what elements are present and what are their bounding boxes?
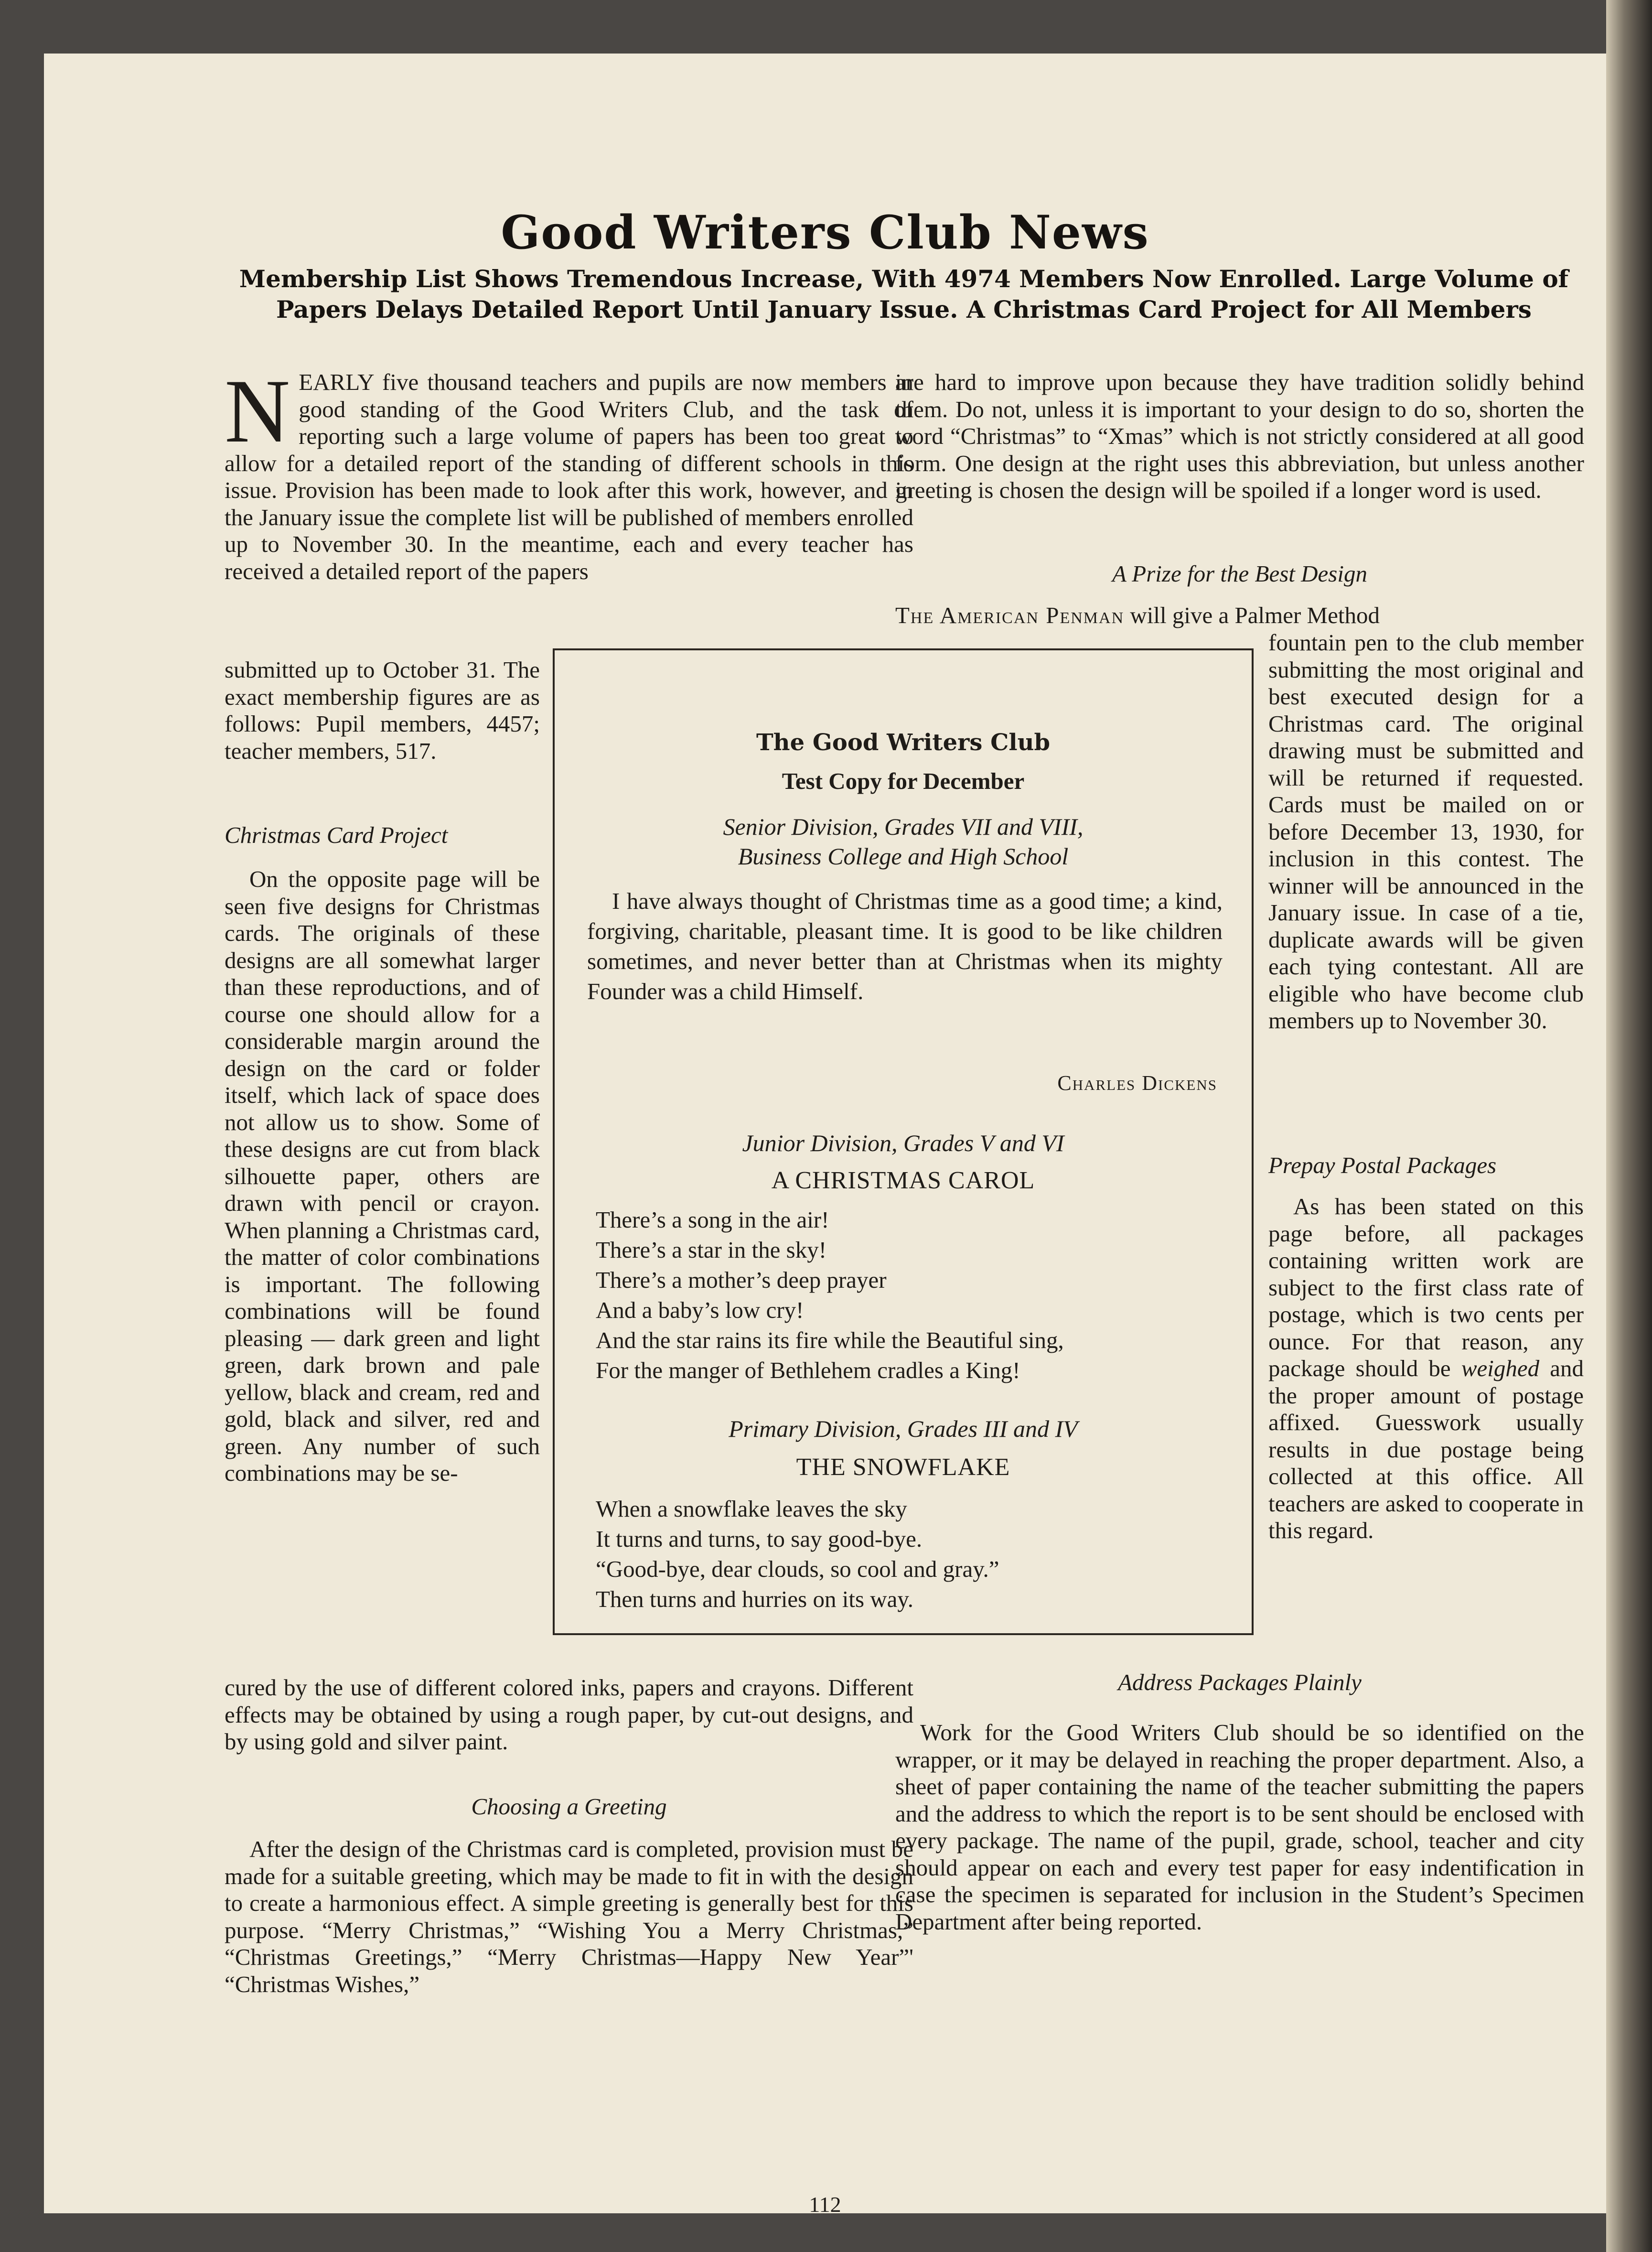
intro-paragraph-continued: submitted up to October 31. The exact membership figures are as follows: Pupil members, 4457; teacher members, 517. bbox=[225, 657, 540, 764]
prize-lead-line: The American Penman will give a Palmer Method bbox=[895, 602, 1380, 628]
subheadline: Membership List Shows Tremendous Increase, With 4974 Members Now Enrolled. Large Volume of Papers Delays Detailed Report Until January Issue. A Christmas Card Project for All Members bbox=[239, 265, 1569, 323]
primary-poem bbox=[596, 1494, 1231, 1614]
greeting-paragraph: After the design of the Christmas card is completed, provision must be made for a suitable greeting, which may be made to fit in with the design to create a harmonious effect. A simple greeting is generally best for this purpose. “Merry Christmas,” “Wishing You a Merry Christmas,” “Christmas Greetings,” “Merry Christmas—Happy New Year”' “Christmas Wishes,” bbox=[225, 1836, 913, 1997]
poem-line: Then turns and hurries on its way. bbox=[596, 1586, 913, 1612]
book-binding-edge bbox=[1606, 0, 1652, 2252]
address-paragraph: Work for the Good Writers Club should be so identified on the wrapper, or it may be delayed in reaching the proper department. Also, a sheet of paper containing the name of the teacher submitting the papers and the address to which the report is to be sent should be enclosed with every package. The name of the pupil, grade, school, teacher and city should appear on each and every test paper for easy indentification in case the specimen is separated for inclusion in the Student’s Specimen Department after being reported. bbox=[895, 1719, 1584, 1935]
poem-line: There’s a mother’s deep prayer bbox=[596, 1267, 887, 1293]
postal-paragraph: As has been stated on this page before, all packages containing written work are subject to the first class rate of postage, which is two cents per ounce. For that reason, any package should be weighed and the proper amount of postage affixed. Guesswork usually results in due postage being collected at this office. All teachers are asked to cooperate in this regard. bbox=[1268, 1193, 1584, 1543]
drop-cap: N bbox=[225, 361, 290, 462]
senior-test-text: I have always thought of Christmas time as a good time; a kind, forgiving, charitable, pleasant time. It is good to be like children sometimes, and never better than at Christmas when its mighty Founder was a child Himself. bbox=[587, 888, 1223, 1004]
christmas-card-paragraph-continued: cured by the use of different colored inks, papers and crayons. Different effects may be obtained by using a rough paper, by cut-out designs, and by using gold and silver paint. bbox=[225, 1674, 913, 1755]
greeting-paragraph-continued: are hard to improve upon because they have tradition solidly behind them. Do not, unless it is important to your design to do so, shorten the word “Christmas” to “Xmas” which is not strictly considered at all good form. One design at the right uses this abbreviation, but unless another greeting is chosen the design will be spoiled if a longer word is used. bbox=[895, 369, 1584, 503]
headline: Good Writers Club News bbox=[501, 205, 1149, 259]
poem-line: There’s a star in the sky! bbox=[596, 1237, 827, 1263]
section-heading-choosing-greeting: Choosing a Greeting bbox=[471, 1793, 667, 1820]
box-title: The Good Writers Club bbox=[756, 729, 1051, 756]
section-heading-prize: A Prize for the Best Design bbox=[1112, 560, 1367, 587]
primary-division-heading: Primary Division, Grades III and IV bbox=[729, 1415, 1078, 1442]
poem-line: There’s a song in the air! bbox=[596, 1207, 829, 1233]
prize-paragraph: fountain pen to the club member submitting the most original and best executed design for a Christmas card. The original drawing must be submitted and will be returned if requested. Cards must be mailed on or before December 13, 1930, for inclusion in this contest. The winner will be announced in the January issue. In case of a tie, duplicate awards will be given each tying contestant. All are eligible who have become club members up to November 30. bbox=[1268, 629, 1584, 1034]
intro-paragraph: NEARLY five thousand teachers and pupils are now members in good standing of the Good Writers Club, and the task of reporting such a large volume of papers has been too great to allow for a detailed report of the standing of different schools in this issue. Provision has been made to look after this work, however, and in the January issue the complete list will be published of members enrolled up to November 30. In the meantime, each and every teacher has received a detailed report of the papers bbox=[225, 361, 913, 584]
poem-line: For the manger of Bethlehem cradles a King! bbox=[596, 1357, 1020, 1383]
junior-division-heading: Junior Division, Grades V and VI bbox=[742, 1130, 1064, 1156]
section-heading-address: Address Packages Plainly bbox=[1118, 1669, 1362, 1695]
section-heading-postal: Prepay Postal Packages bbox=[1268, 1152, 1497, 1178]
junior-poem bbox=[596, 1205, 1231, 1385]
senior-attribution: Charles Dickens bbox=[1057, 1071, 1217, 1095]
senior-division-heading-2: Business College and High School bbox=[738, 843, 1069, 870]
primary-poem-title: THE SNOWFLAKE bbox=[796, 1454, 1010, 1481]
poem-line: And a baby’s low cry! bbox=[596, 1297, 804, 1323]
page-number: 112 bbox=[809, 2192, 841, 2213]
box-subtitle: Test Copy for December bbox=[782, 768, 1025, 794]
christmas-card-paragraph: On the opposite page will be seen five designs for Christmas cards. The originals of these designs are all somewhat larger than these reproductions, and of course one should allow for a considerable margin around the design on the card or folder itself, which lack of space does not allow us to show. Some of these designs are cut from black silhouette paper, others are drawn with pencil or crayon. When planning a Christmas card, the matter of color combinations is important. The following combinations will be found pleasing — dark green and light green, dark brown and pale yellow, black and cream, red and gold, black and silver, red and green. Any number of such combinations may be se- bbox=[225, 866, 540, 1486]
poem-line: When a snowflake leaves the sky bbox=[596, 1496, 907, 1522]
poem-line: “Good-bye, dear clouds, so cool and gray.” bbox=[596, 1556, 999, 1582]
poem-line: It turns and turns, to say good-bye. bbox=[596, 1526, 923, 1552]
test-copy-box bbox=[553, 648, 1254, 1635]
senior-division-heading: Senior Division, Grades VII and VIII, bbox=[723, 813, 1083, 840]
section-heading-christmas-card-project: Christmas Card Project bbox=[225, 822, 448, 848]
junior-poem-title: A CHRISTMAS CAROL bbox=[771, 1167, 1035, 1194]
magazine-page bbox=[44, 54, 1606, 2213]
poem-line: And the star rains its fire while the Beautiful sing, bbox=[596, 1327, 1064, 1353]
